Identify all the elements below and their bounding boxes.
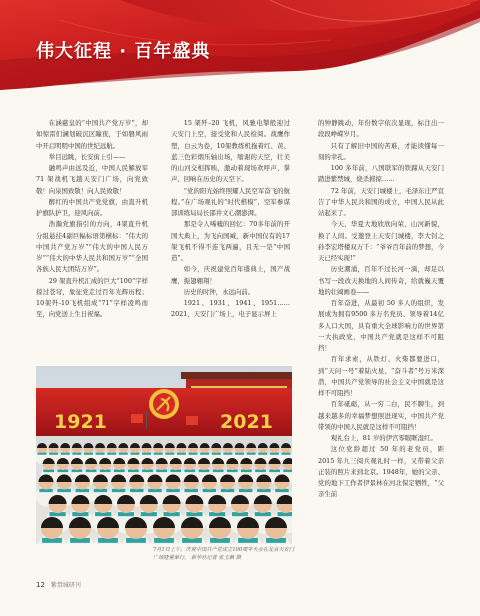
paragraph: 百年求索，从铁灯、火柴都要进口，到“天问一号”着陆火星、“奋斗者”号万米深潜，中国共产党领导的社会主义中国就是这样不可阻挡！ — [318, 355, 444, 397]
paragraph: 如今，庆祝建党百年盛典上，国产战鹰，振翅翱翔！ — [171, 265, 290, 285]
year-2021-label: 2021 — [220, 411, 273, 433]
publication-name: 紫禁城研刊 — [50, 582, 81, 589]
paragraph: 今天，华夏大地欣欣向荣，山河新貌，换了人间。受邀登上天安门城楼，李大钊之孙李宏塔楼双万千：“爷爷百年前的梦想，今天已经实现!” — [318, 220, 444, 262]
page-footer — [36, 580, 81, 589]
paragraph: 历史的时钟，永远向前。 — [183, 287, 255, 296]
header-banner — [0, 0, 480, 120]
photo-caption: 7月1日上午，庆祝中国共产党成立100周年大会在北京天安门广场隆重举行。 新华社记者 张玉薇 摄 — [153, 547, 295, 562]
paragraph: 历史潮涌，百年不过长河一滴，却足以书写一段改天换地的人间传奇，给就巍天覆地的壮阔画卷—— — [318, 265, 444, 296]
ceremony-photo — [36, 366, 292, 544]
paragraph: “党的阳光始终照耀人民空军奋飞的航程。”在广场观礼的“时代楷模”、空军参谋部训练局局长邵井文心潮澎湃。 — [171, 186, 290, 217]
paragraph: 100 多年前，八国联军的铁蹄从天安门踏进紫禁城，烧杀掳掠…… — [318, 164, 444, 184]
year-1921-label: 1921 — [54, 411, 107, 433]
crowd-graphic — [36, 443, 292, 544]
paragraph: 15 架歼–20 飞机，风驰电掣般迎过天安门上空，接受党和人民检阅。战鹰作塑，白云为卷，10架教练机拖着红、黄、蓝三色彩烟压轴出场，缩谢的天空，壮美的山河交相挥映，激动着现场欢呼声、掌声、回响在历史的天空下。 — [171, 119, 290, 184]
page-number: 12 — [36, 581, 45, 589]
article-column-3 — [318, 118, 444, 501]
paragraph: 只有了解旧中国的苦难，才能读懂每一刻的幸孔。 — [318, 141, 444, 161]
paragraph: 29 架直升机汇成的巨大“100”字样掠过苍穹，象征党走过百年光辉历程；10架歼-10飞机组成“71”字样凌鸣而至，向党送上生日祝福。 — [36, 276, 148, 319]
paragraph: 百年砥砺，从一穷二白，民不聊生，到越来越多的幸福梦想照进现实，中国共产党带领的中国人民就是这样不可阻挡！ — [318, 400, 444, 431]
paragraph: 融鸣声由远及近，中国人民解放军71 架战机飞越天安门广场，向党致敬！向泉国致敬！向人民致敬！ — [36, 164, 148, 195]
paragraph: 72 年前，天安门城楼上，毛泽东庄严宣告了中华人民共和国的成立，中国人民从此站起来了。 — [318, 186, 444, 217]
paragraph: 在涵慈皇的“中国共产党万岁”，却如惊雷们澜划破沉区瞳夜，于如磐风雨中开启明明中国的世纪远航。 — [36, 119, 148, 150]
article-column-1 — [36, 118, 148, 321]
paragraph: 举目远眺，长安街上引—— — [48, 152, 126, 161]
paragraph: 1921、1931、1941、1951……2021，天安门广场上，电子显示屏上 — [171, 299, 290, 319]
page-title: 伟大征程 · 百年盛典 — [36, 41, 211, 62]
paragraph: 的钟静跳动，年份数字依次显现，标注出一段段峥嵘岁月。 — [318, 119, 444, 139]
paragraph: 这位党龄超过 50 年的老党员，距 2015 年九三阅兵观礼时一样，又带着父亲正装的照片来到北京。1948年，她的父亲、党的地下工作者伊景林在河北保定牺牲，“父亲生前 — [318, 445, 444, 499]
paragraph: 百年奋进，从最初 50 多人的组织，发展成为拥有9500 多万名党员、领导着14亿多人口大国，具有重大全球影响力的世界第一大执政党，中国共产党就是这样不可阻挡！ — [318, 299, 444, 352]
article-column-2 — [171, 118, 290, 321]
paragraph: 浩瀚党旗指引的方向，4架直升机分组悬挂4副巨幅标语第横标：“伟大的中国共产党万岁”“伟大的中国人民万岁”“伟大的中华人民共和国万岁”“全国各族人民大团结万岁”。 — [36, 220, 148, 274]
paragraph: 观礼台上，81 岁的伊宫零眼眶湿红。 — [330, 434, 437, 442]
paragraph: 醉红的中国共产党党旗，由直升机护旗队护卫，迎风向前。 — [36, 197, 148, 217]
paragraph: 那是令人唏嘘的回忆：70多年前的开国大典上，为飞向国臧，新中国仅有的17 架飞机不得不连飞两遍，且无一是“中国造”。 — [171, 220, 290, 262]
